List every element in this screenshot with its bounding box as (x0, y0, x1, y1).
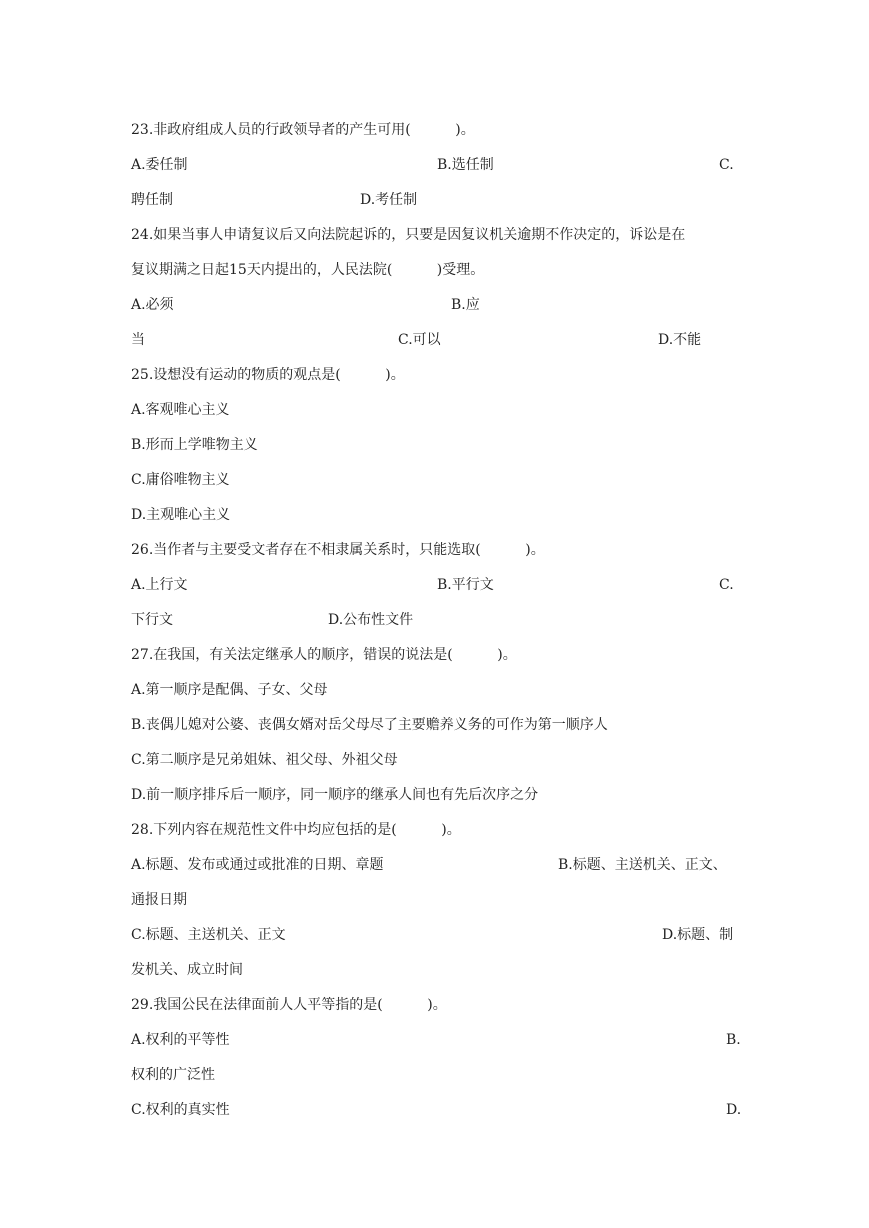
question-24-options-row-1 (131, 295, 741, 315)
q29-option-d-prefix: D. (726, 1102, 742, 1118)
question-29-options-row-1 (131, 1030, 741, 1050)
q27-option-c: C.第二顺序是兄弟姐妹、祖父母、外祖父母 (131, 752, 398, 768)
q29-option-a: A.权利的平等性 (131, 1032, 230, 1048)
question-26-stem: 26.当作者与主要受文者存在不相隶属关系时，只能选取( )。 (131, 542, 545, 558)
question-26-options-row-2 (131, 610, 741, 630)
q25-option-d: D.主观唯心主义 (131, 507, 231, 523)
question-23-options-row-2 (131, 190, 741, 210)
question-24-stem-line-1: 24.如果当事人申请复议后又向法院起诉的，只要是因复议机关逾期不作决定的，诉讼是在 (131, 227, 686, 243)
q23-option-d: D.考任制 (360, 192, 418, 208)
q28-option-b: B.标题、主送机关、正文、 (558, 857, 727, 873)
q23-option-c: 聘任制 (131, 192, 173, 208)
question-28-options-row-2 (131, 890, 741, 910)
q25-option-a: A.客观唯心主义 (131, 402, 230, 418)
q28-option-c: C.标题、主送机关、正文 (131, 927, 286, 943)
q26-option-c: 下行文 (131, 612, 173, 628)
q23-option-a: A.委任制 (131, 157, 188, 173)
question-29-stem: 29.我国公民在法律面前人人平等指的是( )。 (131, 997, 447, 1013)
q23-option-b: B.选任制 (437, 157, 494, 173)
question-28-options-row-4 (131, 960, 741, 980)
question-24-options-row-2 (131, 330, 741, 350)
question-26-options-row-1 (131, 575, 741, 595)
q24-option-c: C.可以 (398, 332, 441, 348)
q24-option-d: D.不能 (658, 332, 702, 348)
q24-option-b: 当 (131, 332, 145, 348)
q28-option-d-cont: 发机关、成立时间 (131, 962, 243, 978)
question-29-options-row-2 (131, 1065, 741, 1085)
q25-option-c: C.庸俗唯物主义 (131, 472, 230, 488)
q24-option-b-prefix: B.应 (451, 297, 480, 313)
q28-option-a: A.标题、发布或通过或批准的日期、章题 (131, 857, 384, 873)
q29-option-c: C.权利的真实性 (131, 1102, 230, 1118)
q27-option-b: B.丧偶儿媳对公婆、丧偶女婿对岳父母尽了主要赡养义务的可作为第一顺序人 (131, 717, 608, 733)
question-23-options-row-1 (131, 155, 741, 175)
question-28-options-row-1 (131, 855, 741, 875)
question-24-stem-line-2: 复议期满之日起15天内提出的，人民法院( )受理。 (131, 262, 485, 278)
q28-option-d-prefix: D.标题、制 (662, 927, 734, 943)
q29-option-b-prefix: B. (726, 1032, 741, 1048)
question-29-options-row-3 (131, 1100, 741, 1120)
q28-option-b-cont: 通报日期 (131, 892, 187, 908)
q27-option-a: A.第一顺序是配偶、子女、父母 (131, 682, 328, 698)
q26-option-d: D.公布性文件 (328, 612, 414, 628)
question-28-stem: 28.下列内容在规范性文件中均应包括的是( )。 (131, 822, 461, 838)
q27-option-d: D.前一顺序排斥后一顺序，同一顺序的继承人间也有先后次序之分 (131, 787, 539, 803)
question-28-options-row-3 (131, 925, 741, 945)
q26-option-c-prefix: C. (719, 577, 734, 593)
q24-option-a: A.必须 (131, 297, 174, 313)
question-25-stem: 25.设想没有运动的物质的观点是( )。 (131, 367, 405, 383)
q26-option-a: A.上行文 (131, 577, 188, 593)
question-23-stem: 23.非政府组成人员的行政领导者的产生可用( )。 (131, 122, 475, 138)
q23-option-c-prefix: C. (719, 157, 734, 173)
question-27-stem: 27.在我国，有关法定继承人的顺序，错误的说法是( )。 (131, 647, 517, 663)
q26-option-b: B.平行文 (437, 577, 494, 593)
q29-option-b: 权利的广泛性 (131, 1067, 215, 1083)
q25-option-b: B.形而上学唯物主义 (131, 437, 258, 453)
